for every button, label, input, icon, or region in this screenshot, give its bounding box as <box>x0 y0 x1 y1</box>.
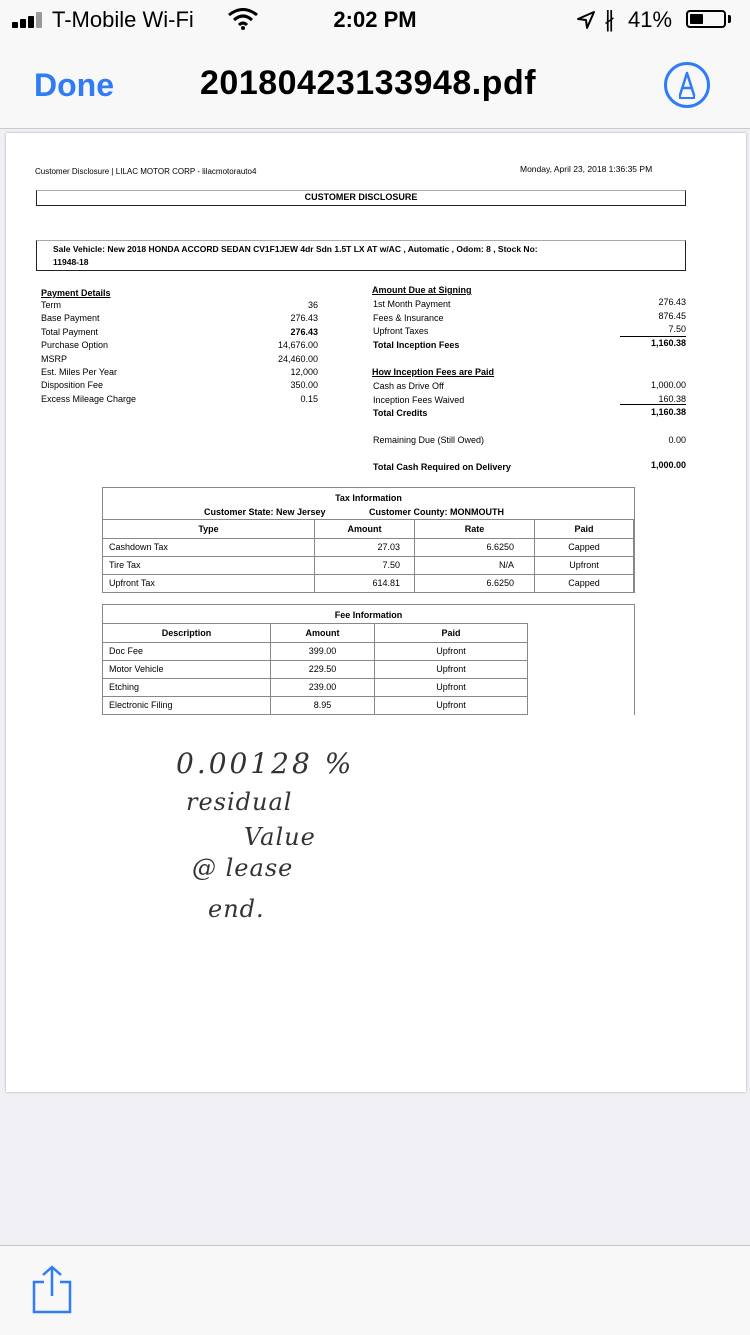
fee-cell: 8.95 <box>271 696 375 714</box>
pdf-page[interactable] <box>6 133 746 1092</box>
table-row <box>103 574 634 592</box>
tax-cell: 6.6250 <box>415 538 535 556</box>
inception-paid-value: 160.38 <box>658 393 686 404</box>
tax-cell: Capped <box>535 574 634 592</box>
fee-cell: 229.50 <box>271 660 375 678</box>
payment-detail-label: Purchase Option <box>41 340 109 351</box>
inception-paid-label: Total Credits <box>373 408 428 418</box>
done-button[interactable]: Done <box>34 67 114 103</box>
vehicle-line-2: 11948-18 <box>53 257 89 267</box>
fee-cell: Upfront <box>375 642 528 660</box>
nav-bar <box>0 40 750 129</box>
tax-cell: Capped <box>535 538 634 556</box>
table-row <box>103 696 528 715</box>
tax-customer-county: Customer County: MONMOUTH <box>369 507 504 517</box>
payment-detail-label: Term <box>41 300 61 310</box>
tax-header-cell: Amount <box>315 520 415 538</box>
tax-cell: 27.03 <box>315 538 415 556</box>
table-row <box>103 678 528 697</box>
amount-due-label: Fees & Insurance <box>373 312 444 323</box>
inception-paid-value: 1,160.38 <box>650 407 686 417</box>
payment-details-heading: Payment Details <box>41 288 111 298</box>
inception-paid-heading: How Inception Fees are Paid <box>372 367 495 377</box>
table-row <box>103 642 528 661</box>
vehicle-box <box>36 240 686 271</box>
tax-table-title: Tax Information <box>335 493 402 503</box>
fee-cell: Upfront <box>375 660 528 678</box>
payment-detail-value: 276.43 <box>290 326 318 337</box>
fee-table-title: Fee Information <box>334 610 403 620</box>
doc-header-left: Customer Disclosure | LILAC MOTOR CORP - lilacmotorauto4 <box>35 167 257 176</box>
fee-table <box>102 604 635 715</box>
remaining-due-label: Remaining Due (Still Owed) <box>373 435 485 445</box>
inception-paid-rule <box>620 404 686 405</box>
payment-detail-label: Base Payment <box>41 313 100 324</box>
fee-table-body <box>103 623 528 710</box>
amount-due-value: 1,160.38 <box>650 337 686 348</box>
amount-due-value: 7.50 <box>668 324 686 334</box>
clock: 2:02 PM <box>333 7 417 32</box>
fee-cell: Upfront <box>375 678 528 696</box>
handwritten-lease: @ lease <box>192 854 294 882</box>
carrier-name: T-Mobile Wi-Fi <box>52 7 194 32</box>
amount-due-label: Upfront Taxes <box>373 326 429 336</box>
bluetooth-icon: ∦ <box>604 7 615 32</box>
amount-due-label: 1st Month Payment <box>373 299 451 309</box>
fee-header-cell: Paid <box>375 624 528 642</box>
payment-detail-label: Excess Mileage Charge <box>41 393 137 404</box>
total-cash-label: Total Cash Required on Delivery <box>373 462 511 472</box>
payment-detail-value: 24,460.00 <box>277 353 318 364</box>
payment-detail-value: 12,000 <box>290 367 318 377</box>
payment-detail-value: 0.15 <box>300 393 318 404</box>
location-arrow-icon <box>576 10 596 30</box>
fee-header-cell: Amount <box>271 624 375 642</box>
payment-detail-value: 36 <box>307 300 318 310</box>
inception-paid-label: Cash as Drive Off <box>373 381 444 391</box>
tax-cell: Upfront Tax <box>103 574 315 592</box>
payment-detail-value: 14,676.00 <box>277 340 318 351</box>
disclosure-banner <box>36 190 686 206</box>
tax-table <box>102 487 635 593</box>
battery-percent: 41% <box>628 7 673 32</box>
disclosure-banner-text: CUSTOMER DISCLOSURE <box>304 192 418 202</box>
tax-customer-state: Customer State: New Jersey <box>204 507 326 517</box>
fee-cell: Upfront <box>375 696 528 714</box>
tax-header-cell: Type <box>103 520 315 538</box>
handwritten-value: Value <box>244 823 316 851</box>
bottom-toolbar <box>0 1245 750 1335</box>
fee-table-header <box>103 624 528 643</box>
markup-pen-icon[interactable] <box>664 62 710 108</box>
amount-due-rule <box>620 336 686 337</box>
fee-cell: Doc Fee <box>103 642 271 660</box>
handwritten-end: end. <box>208 895 265 923</box>
tax-header-cell: Rate <box>415 520 535 538</box>
tax-cell: 614.81 <box>315 574 415 592</box>
tax-table-header <box>103 520 634 539</box>
payment-detail-label: Est. Miles Per Year <box>41 367 118 377</box>
remaining-due-value: 0.00 <box>668 435 686 445</box>
amount-due-heading: Amount Due at Signing <box>372 285 472 295</box>
battery-icon <box>686 10 726 28</box>
table-row <box>103 556 634 575</box>
vehicle-line-1: Sale Vehicle: New 2018 HONDA ACCORD SEDAN CV1F1JEW 4dr Sdn 1.5T LX AT w/AC , Automatic , Odom: 8 , Stock No: <box>53 244 538 254</box>
tax-header-cell: Paid <box>535 520 634 538</box>
amount-due-value: 276.43 <box>658 297 686 307</box>
tax-cell: Cashdown Tax <box>103 538 315 556</box>
table-row <box>103 538 634 557</box>
fee-cell: 399.00 <box>271 642 375 660</box>
inception-paid-label: Inception Fees Waived <box>373 394 465 405</box>
tax-cell: 6.6250 <box>415 574 535 592</box>
tax-table-body <box>103 519 634 588</box>
payment-detail-label: Total Payment <box>41 326 99 337</box>
handwritten-residual: residual <box>186 788 293 816</box>
tax-cell: Upfront <box>535 556 634 574</box>
share-icon[interactable] <box>30 1264 74 1316</box>
doc-header-right: Monday, April 23, 2018 1:36:35 PM <box>520 164 653 174</box>
inception-paid-value: 1,000.00 <box>650 380 686 390</box>
table-row <box>103 660 528 679</box>
amount-due-value: 876.45 <box>658 310 686 321</box>
tax-cell: 7.50 <box>315 556 415 574</box>
tax-cell: N/A <box>415 556 535 574</box>
status-bar <box>0 0 750 40</box>
payment-detail-value: 276.43 <box>290 313 318 324</box>
payment-detail-label: MSRP <box>41 353 68 364</box>
payment-detail-label: Disposition Fee <box>41 380 104 391</box>
document-title: 20180423133948.pdf <box>200 64 537 102</box>
handwritten-percent: 0.00128 % <box>176 747 355 780</box>
battery-tip <box>728 15 731 23</box>
fee-cell: Etching <box>103 678 271 696</box>
fee-cell: Motor Vehicle <box>103 660 271 678</box>
total-cash-value: 1,000.00 <box>650 460 686 470</box>
tax-cell: Tire Tax <box>103 556 315 574</box>
fee-cell: Electronic Filing <box>103 696 271 714</box>
fee-cell: 239.00 <box>271 678 375 696</box>
amount-due-label: Total Inception Fees <box>373 339 460 350</box>
payment-detail-value: 350.00 <box>290 380 318 391</box>
fee-header-cell: Description <box>103 624 271 642</box>
